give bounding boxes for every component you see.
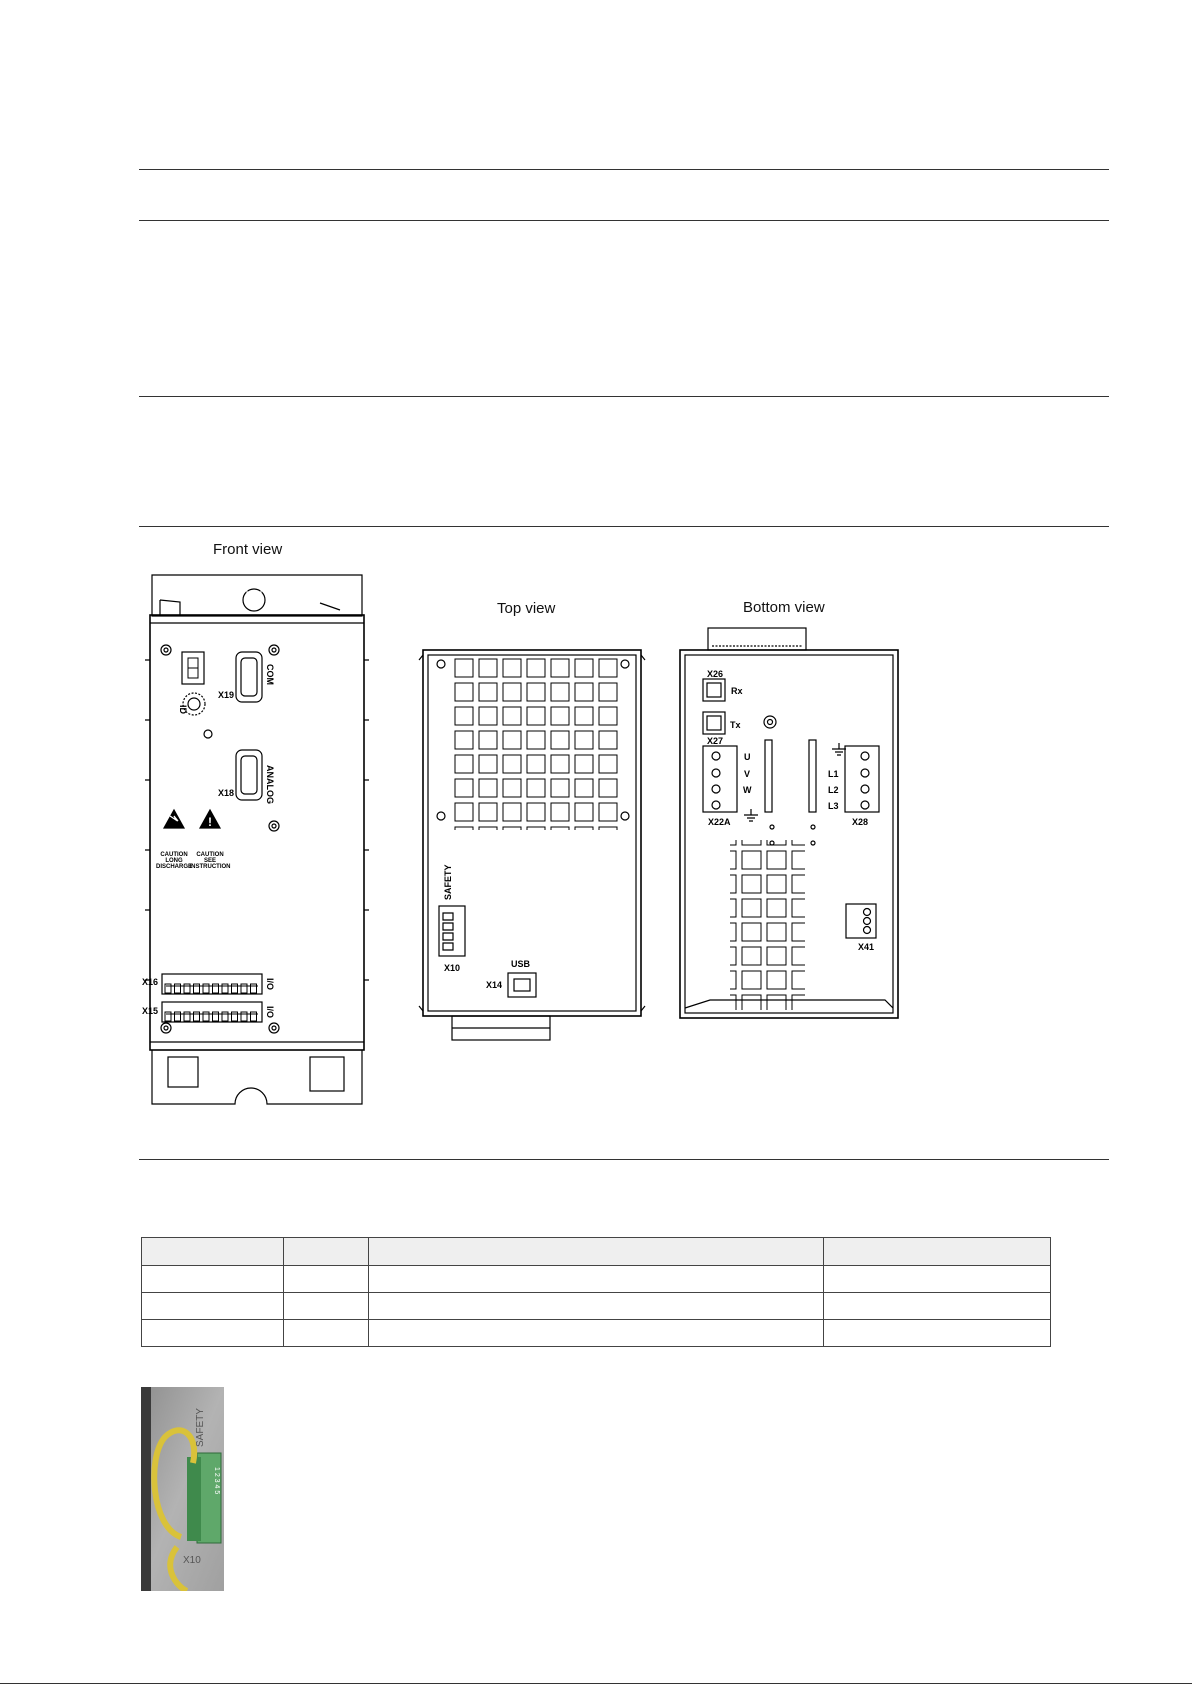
ground-screw-icon	[764, 716, 776, 728]
tx-label: Tx	[730, 720, 741, 730]
svg-text:!: !	[208, 815, 212, 829]
io-bottom-label: I/O	[265, 1006, 275, 1019]
rule-4	[139, 526, 1109, 527]
photo-port-label: X10	[183, 1555, 201, 1566]
front-view	[145, 575, 369, 1104]
safety-port-label: X10	[444, 963, 461, 973]
top-view-caption: Top view	[497, 600, 556, 617]
caution2-line2: INSTRUCTION	[189, 864, 231, 870]
ground-icon	[832, 743, 846, 755]
terminal-pin	[175, 984, 181, 993]
table-header-row	[142, 1238, 1051, 1266]
rule-1	[139, 169, 1109, 170]
terminal-pin	[184, 1012, 190, 1021]
id-label: ID	[178, 705, 188, 714]
v-label: V	[744, 769, 751, 779]
l1-label: L1	[828, 769, 839, 779]
caution2-title: CAUTION	[196, 852, 224, 858]
vent-grid	[450, 658, 618, 830]
table-row	[142, 1320, 1051, 1347]
terminal-pin	[222, 984, 228, 993]
rule-5	[139, 1159, 1109, 1160]
terminal-pin	[241, 1012, 247, 1021]
l3-label: L3	[828, 801, 839, 811]
terminal-pin	[251, 1012, 257, 1021]
usb-connector-icon	[508, 973, 536, 997]
caution1-title: CAUTION	[160, 852, 188, 858]
terminal-pin	[165, 1012, 171, 1021]
analog-connector-icon	[236, 750, 262, 800]
terminal-pin	[251, 984, 257, 993]
table-row	[142, 1266, 1051, 1293]
rule-3	[139, 396, 1109, 397]
w-label: W	[743, 785, 752, 795]
terminal-pin	[194, 1012, 200, 1021]
terminal-pin	[165, 984, 171, 993]
terminal-pin	[222, 1012, 228, 1021]
terminal-pin	[203, 984, 209, 993]
ground-icon	[744, 809, 758, 821]
tx-port-label: X27	[707, 736, 724, 746]
caution2-line1: SEE	[203, 858, 217, 864]
terminal-pin	[241, 984, 247, 993]
connector-table	[141, 1237, 1051, 1347]
l2-label: L2	[828, 785, 839, 795]
analog-label: ANALOG	[265, 765, 275, 804]
com-label: COM	[265, 664, 275, 685]
aux-port-label: X41	[858, 942, 875, 952]
page-bottom-rule	[0, 1683, 1192, 1684]
com-port-label: X19	[218, 690, 235, 700]
bottom-view-caption: Bottom view	[743, 599, 825, 616]
device-drawing	[140, 560, 920, 1120]
top-connector-block	[708, 628, 806, 650]
terminal-pin	[175, 1012, 181, 1021]
u-label: U	[744, 752, 751, 762]
usb-label: USB	[511, 959, 531, 969]
terminal-pin	[184, 984, 190, 993]
top-view	[419, 650, 645, 1040]
rx-jack-icon	[703, 679, 725, 701]
rule-2	[139, 220, 1109, 221]
screw-icon	[161, 645, 279, 1033]
io-bottom-port-label: X15	[142, 1006, 159, 1016]
caution1-line1: LONG	[165, 858, 183, 864]
safety-label: SAFETY	[443, 864, 453, 900]
terminal-pin	[203, 1012, 209, 1021]
bottom-vent-grid	[730, 840, 805, 1010]
terminal-pin	[232, 984, 238, 993]
aux-terminal-x41	[846, 904, 876, 938]
safety-jumper-photo	[141, 1387, 224, 1591]
mains-port-label: X28	[852, 817, 869, 827]
front-view-caption: Front view	[213, 541, 283, 558]
photo-pin-numbers: 1 2 3 4 5	[213, 1467, 220, 1495]
terminal-pin	[194, 984, 200, 993]
rx-label: Rx	[731, 686, 743, 696]
io-top-port-label: X16	[142, 977, 159, 987]
tx-jack-icon	[703, 712, 725, 734]
caution1-line2: DISCHARGE	[155, 864, 193, 870]
terminal-pin	[213, 1012, 219, 1021]
terminal-pin	[232, 1012, 238, 1021]
com-connector-icon	[236, 652, 262, 702]
analog-port-label: X18	[218, 788, 235, 798]
io-top-label: I/O	[265, 978, 275, 991]
table-row	[142, 1293, 1051, 1320]
photo-safety-label: SAFETY	[195, 1408, 206, 1447]
rx-port-label: X26	[707, 669, 724, 679]
terminal-pin	[213, 984, 219, 993]
usb-port-label: X14	[486, 980, 503, 990]
motor-port-label: X22A	[708, 817, 731, 827]
